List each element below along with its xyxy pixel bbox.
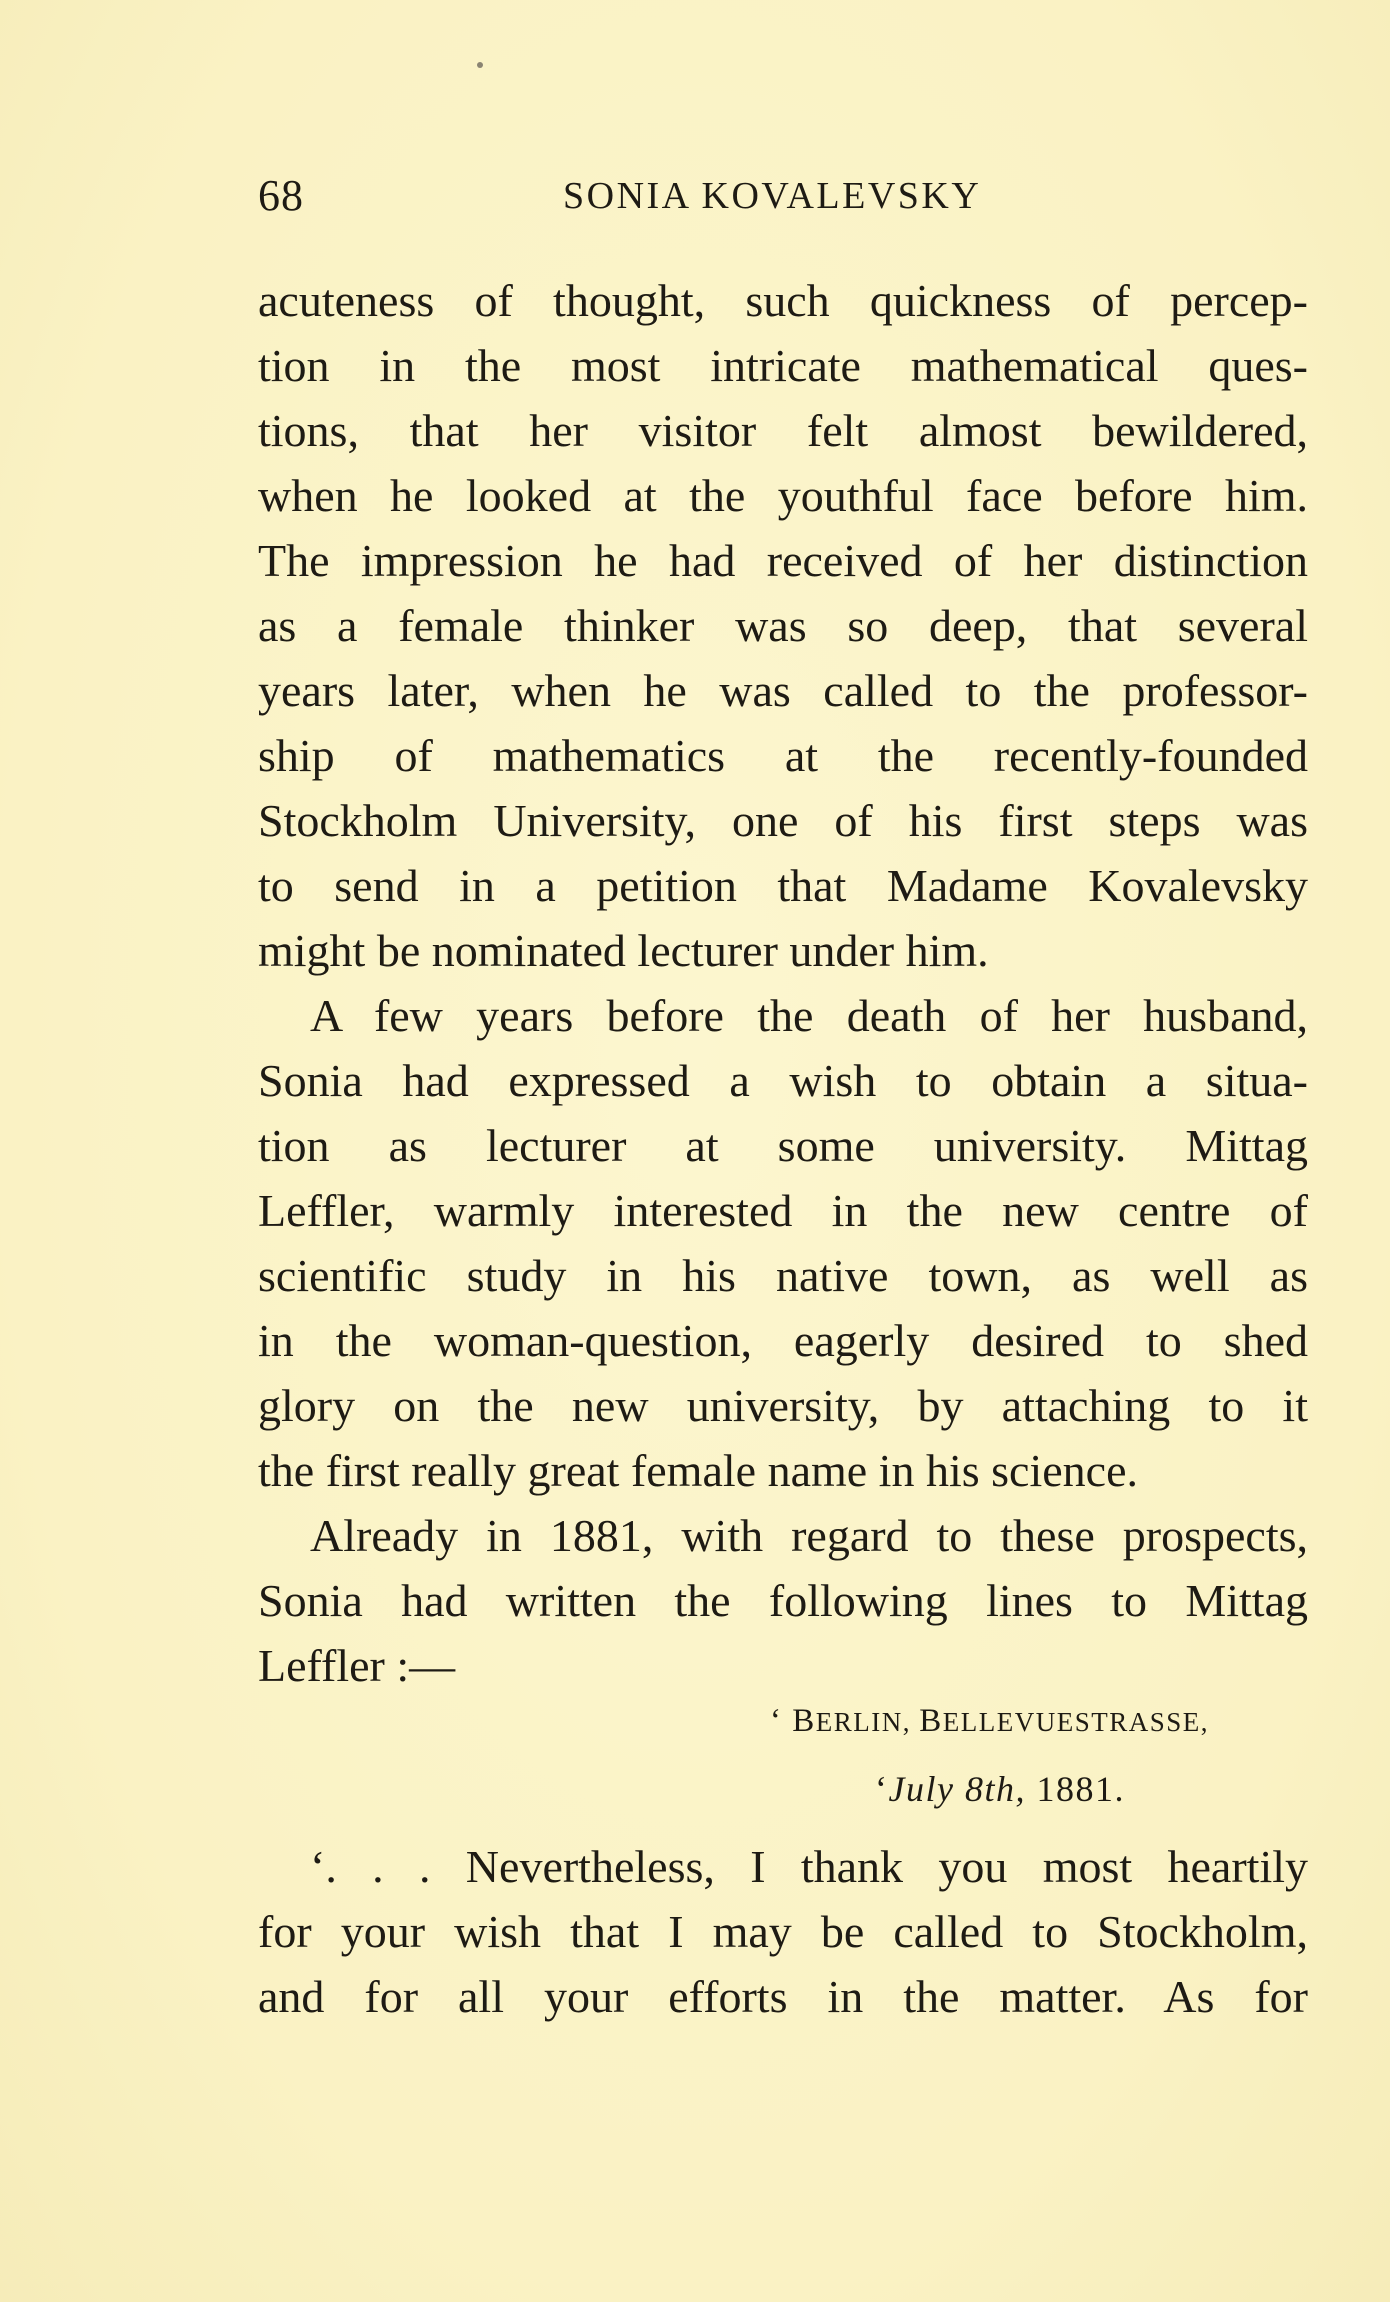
letter-dateline-place: ‘ BERLIN, BELLEVUESTRASSE,	[770, 1703, 1210, 1739]
text-line: when he looked at the youthful face before him.	[258, 470, 1308, 521]
text-line: tions, that her visitor felt almost bewildered,	[258, 405, 1308, 456]
text-line: Leffler, warmly interested in the new centre of	[258, 1185, 1308, 1236]
text-line: as a female thinker was so deep, that several	[258, 600, 1308, 651]
text-line: The impression he had received of her distinction	[258, 535, 1308, 586]
letter-line: for your wish that I may be called to Stockholm,	[258, 1906, 1308, 1957]
letter-dateline-date: ‘July 8th, 1881.	[875, 1769, 1125, 1809]
text-line: acuteness of thought, such quickness of percep-	[258, 275, 1308, 326]
body-text	[258, 268, 1308, 1698]
text-line: Leffler :—	[258, 1640, 456, 1691]
text-line: the first really great female name in his science.	[258, 1445, 1138, 1496]
text-line: in the woman-question, eagerly desired to shed	[258, 1315, 1308, 1366]
text-line: scientific study in his native town, as well as	[258, 1250, 1308, 1301]
text-line: tion as lecturer at some university. Mittag	[258, 1120, 1308, 1171]
text-line: glory on the new university, by attaching to it	[258, 1380, 1308, 1431]
text-line: ship of mathematics at the recently-founded	[258, 730, 1308, 781]
running-head: SONIA KOVALEVSKY	[563, 175, 982, 217]
letter-text	[258, 1834, 1308, 2029]
paragraph-start-line: A few years before the death of her husband,	[310, 990, 1308, 1041]
letter-line: and for all your efforts in the matter. As for	[258, 1971, 1308, 2022]
paragraph-start-line: Already in 1881, with regard to these prospects,	[310, 1510, 1308, 1561]
page-number: 68	[258, 171, 304, 220]
page-header	[258, 170, 1308, 230]
text-line: tion in the most intricate mathematical ques-	[258, 340, 1308, 391]
text-line: Stockholm University, one of his first steps was	[258, 795, 1308, 846]
letter-line: ‘. . . Nevertheless, I thank you most heartily	[310, 1841, 1308, 1892]
text-line: to send in a petition that Madame Kovalevsky	[258, 860, 1308, 911]
text-line: might be nominated lecturer under him.	[258, 925, 989, 976]
text-line: Sonia had expressed a wish to obtain a situa-	[258, 1055, 1308, 1106]
text-line: years later, when he was called to the professor-	[258, 665, 1308, 716]
ink-speck	[477, 62, 483, 68]
text-line: Sonia had written the following lines to Mittag	[258, 1575, 1308, 1626]
